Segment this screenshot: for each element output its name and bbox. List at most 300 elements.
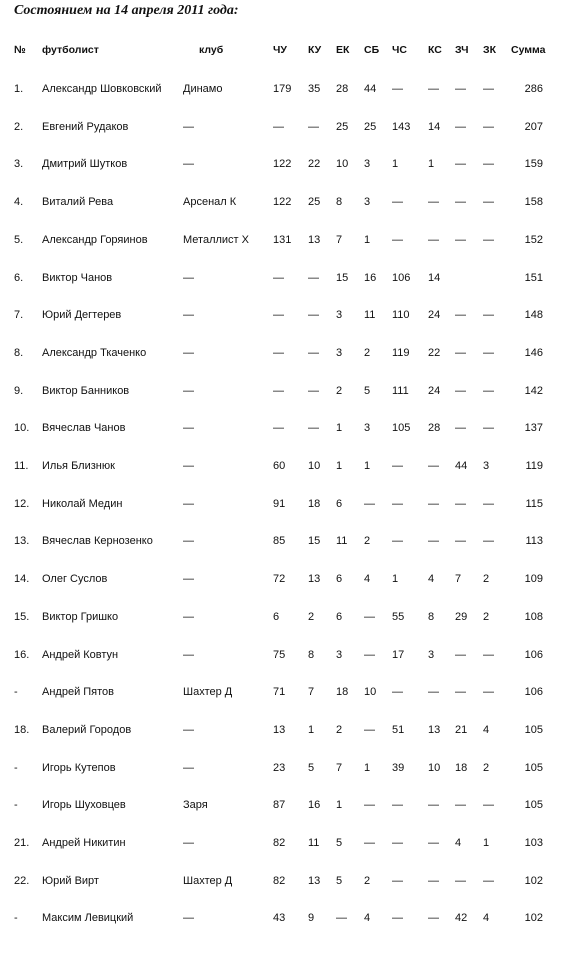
- row-number: 18.: [14, 724, 30, 736]
- stat-sum: 106: [524, 686, 543, 698]
- stat-sum: 158: [524, 196, 543, 208]
- stat-sum: 119: [525, 460, 543, 472]
- stat-zk: —: [483, 498, 494, 510]
- stat-chs: —: [392, 799, 403, 811]
- club-name: Заря: [183, 799, 208, 811]
- club-name: —: [183, 912, 194, 924]
- stat-sum: 159: [524, 158, 543, 170]
- stat-chu: 91: [273, 498, 286, 510]
- stat-ks: 14: [428, 272, 441, 284]
- stat-ku: —: [308, 385, 319, 397]
- player-name: Валерий Городов: [42, 724, 132, 736]
- column-header-club: клуб: [199, 44, 224, 56]
- stat-ks: 24: [428, 385, 441, 397]
- stat-ku: —: [308, 272, 319, 284]
- club-name: —: [183, 121, 194, 133]
- table-row: [0, 645, 570, 665]
- club-name: —: [183, 611, 194, 623]
- stat-sb: 2: [364, 347, 371, 359]
- stat-chs: —: [392, 460, 403, 472]
- stat-ks: —: [428, 686, 439, 698]
- table-row: [0, 682, 570, 702]
- player-name: Александр Шовковский: [42, 83, 162, 95]
- club-name: —: [183, 535, 194, 547]
- stat-chs: 1: [392, 573, 399, 585]
- stat-ek: 3: [336, 649, 343, 661]
- column-header-ek: ЕК: [336, 44, 350, 56]
- stat-zch: —: [455, 121, 466, 133]
- stat-zch: 18: [455, 762, 468, 774]
- stat-ks: 28: [428, 422, 441, 434]
- stat-chu: 122: [273, 196, 292, 208]
- stat-ek: 10: [336, 158, 349, 170]
- stat-zch: —: [455, 196, 466, 208]
- stat-sb: —: [364, 611, 375, 623]
- stat-sb: —: [364, 837, 375, 849]
- stat-sb: 1: [364, 460, 371, 472]
- stat-ku: 5: [308, 762, 315, 774]
- row-number: 8.: [14, 347, 24, 359]
- stat-chs: 143: [392, 121, 411, 133]
- stat-ku: 13: [308, 573, 321, 585]
- stat-zk: 1: [483, 837, 490, 849]
- stat-chs: 39: [392, 762, 405, 774]
- player-name: Игорь Шуховцев: [42, 799, 126, 811]
- stat-zch: —: [455, 649, 466, 661]
- row-number: 21.: [14, 837, 30, 849]
- stat-ku: 10: [308, 460, 321, 472]
- club-name: —: [183, 649, 194, 661]
- row-number: 2.: [14, 121, 24, 133]
- stat-zch: —: [455, 686, 466, 698]
- stat-chs: 119: [392, 347, 410, 359]
- stat-chu: 71: [273, 686, 286, 698]
- stat-chs: —: [392, 234, 403, 246]
- player-name: Александр Ткаченко: [42, 347, 147, 359]
- club-name: Шахтер Д: [183, 875, 233, 887]
- player-name: Андрей Пятов: [42, 686, 115, 698]
- club-name: —: [183, 573, 194, 585]
- table-row: [0, 494, 570, 514]
- table-row: [0, 154, 570, 174]
- player-name: Илья Близнюк: [42, 460, 115, 472]
- stat-chu: —: [273, 272, 284, 284]
- table-row: [0, 833, 570, 853]
- player-name: Виктор Гришко: [42, 611, 119, 623]
- club-name: Динамо: [183, 83, 223, 95]
- stat-ks: —: [428, 875, 439, 887]
- stat-zk: —: [483, 196, 494, 208]
- club-name: —: [183, 762, 194, 774]
- stat-zch: —: [455, 535, 466, 547]
- stat-ks: —: [428, 535, 439, 547]
- stat-sum: 146: [524, 347, 543, 359]
- stat-zk: —: [483, 422, 494, 434]
- player-name: Александр Горяинов: [42, 234, 148, 246]
- stat-chu: —: [273, 347, 284, 359]
- stat-ek: 11: [336, 535, 348, 547]
- stat-chu: 82: [273, 875, 286, 887]
- stat-ek: 7: [336, 234, 343, 246]
- club-name: —: [183, 347, 194, 359]
- table-row: [0, 531, 570, 551]
- stat-zch: —: [455, 234, 466, 246]
- table-row: [0, 268, 570, 288]
- column-header-ks: КС: [428, 44, 442, 56]
- stat-chu: 75: [273, 649, 286, 661]
- club-name: —: [183, 158, 194, 170]
- player-name: Виктор Чанов: [42, 272, 113, 284]
- stat-chu: 179: [273, 83, 292, 95]
- stat-sum: 103: [524, 837, 543, 849]
- column-header-chu: ЧУ: [273, 44, 287, 56]
- stat-zk: —: [483, 158, 494, 170]
- player-name: Игорь Кутепов: [42, 762, 116, 774]
- stat-zch: 44: [455, 460, 468, 472]
- stat-sb: 1: [364, 234, 371, 246]
- row-number: -: [14, 762, 18, 774]
- stat-sum: 115: [525, 498, 543, 510]
- club-name: —: [183, 724, 194, 736]
- player-name: Дмитрий Шутков: [42, 158, 128, 170]
- stat-chu: —: [273, 121, 284, 133]
- stat-chu: 43: [273, 912, 286, 924]
- stat-sb: —: [364, 799, 375, 811]
- stat-sb: —: [364, 649, 375, 661]
- row-number: -: [14, 912, 18, 924]
- row-number: 10.: [14, 422, 30, 434]
- stat-sum: 113: [525, 535, 543, 547]
- row-number: 7.: [14, 309, 24, 321]
- player-name: Олег Суслов: [42, 573, 108, 585]
- stat-ks: —: [428, 912, 439, 924]
- stat-zch: —: [455, 875, 466, 887]
- column-header-sb: СБ: [364, 44, 380, 56]
- row-number: 13.: [14, 535, 30, 547]
- stat-chu: —: [273, 309, 284, 321]
- table-row: [0, 343, 570, 363]
- stat-sb: 4: [364, 912, 371, 924]
- stat-ks: 10: [428, 762, 441, 774]
- stat-ek: 6: [336, 611, 343, 623]
- column-header-chs: ЧС: [392, 44, 407, 56]
- column-header-zch: ЗЧ: [455, 44, 469, 56]
- stat-sb: —: [364, 724, 375, 736]
- table-row: [0, 305, 570, 325]
- stat-chs: —: [392, 875, 403, 887]
- table-row: [0, 795, 570, 815]
- stat-sb: 10: [364, 686, 377, 698]
- column-header-zk: ЗК: [483, 44, 496, 56]
- stat-ku: 7: [308, 686, 315, 698]
- stat-chu: 23: [273, 762, 286, 774]
- stat-ek: 3: [336, 347, 343, 359]
- column-header-ku: КУ: [308, 44, 322, 56]
- stat-chs: 110: [392, 309, 410, 321]
- stat-ku: —: [308, 422, 319, 434]
- stat-sb: 25: [364, 121, 377, 133]
- row-number: 14.: [14, 573, 30, 585]
- stat-ku: 13: [308, 234, 321, 246]
- stat-chs: 17: [392, 649, 405, 661]
- stat-sum: 142: [524, 385, 543, 397]
- stat-chs: —: [392, 196, 403, 208]
- club-name: —: [183, 272, 194, 284]
- club-name: Шахтер Д: [183, 686, 233, 698]
- player-name: Виталий Рева: [42, 196, 114, 208]
- row-number: 4.: [14, 196, 24, 208]
- stat-chs: —: [392, 837, 403, 849]
- stat-sb: —: [364, 498, 375, 510]
- stat-sb: 44: [364, 83, 377, 95]
- player-name: Максим Левицкий: [42, 912, 134, 924]
- table-row: [0, 908, 570, 928]
- stat-chu: 72: [273, 573, 286, 585]
- stat-sum: 137: [524, 422, 543, 434]
- table-row: [0, 79, 570, 99]
- stat-ku: 13: [308, 875, 321, 887]
- stat-ek: 18: [336, 686, 349, 698]
- stat-zch: —: [455, 799, 466, 811]
- stat-sum: 105: [524, 799, 543, 811]
- table-row: [0, 117, 570, 137]
- stat-zch: 42: [455, 912, 468, 924]
- stat-sum: 106: [524, 649, 543, 661]
- stat-zch: —: [455, 83, 466, 95]
- table-row: [0, 456, 570, 476]
- stat-ku: 16: [308, 799, 321, 811]
- stat-ek: 1: [336, 422, 343, 434]
- stat-zch: —: [455, 158, 466, 170]
- table-row: [0, 758, 570, 778]
- stat-ku: 15: [308, 535, 321, 547]
- stat-ks: 3: [428, 649, 435, 661]
- stat-zk: 4: [483, 912, 490, 924]
- stat-zk: —: [483, 234, 494, 246]
- row-number: -: [14, 799, 18, 811]
- stat-chu: 13: [273, 724, 286, 736]
- table-row: [0, 607, 570, 627]
- row-number: 5.: [14, 234, 24, 246]
- stat-sb: 5: [364, 385, 371, 397]
- stat-ks: 22: [428, 347, 441, 359]
- player-name: Вячеслав Кернозенко: [42, 535, 153, 547]
- stat-zch: 21: [455, 724, 468, 736]
- table-row: [0, 381, 570, 401]
- stat-chu: 131: [273, 234, 292, 246]
- stat-sb: 3: [364, 196, 371, 208]
- stat-ek: 25: [336, 121, 349, 133]
- stat-sb: 1: [364, 762, 371, 774]
- table-row: [0, 871, 570, 891]
- stat-chs: —: [392, 912, 403, 924]
- stat-ks: —: [428, 234, 439, 246]
- stat-sum: 148: [524, 309, 543, 321]
- stat-sb: 11: [364, 309, 376, 321]
- stat-ku: —: [308, 121, 319, 133]
- stat-zk: —: [483, 535, 494, 547]
- stat-chs: 55: [392, 611, 405, 623]
- stat-chs: 1: [392, 158, 399, 170]
- club-name: —: [183, 460, 194, 472]
- row-number: 15.: [14, 611, 30, 623]
- column-header-number: №: [14, 44, 26, 56]
- stat-ku: 2: [308, 611, 315, 623]
- stat-ku: 18: [308, 498, 321, 510]
- table-row: [0, 230, 570, 250]
- stat-ek: 1: [336, 460, 343, 472]
- stat-ek: 5: [336, 875, 343, 887]
- stat-ek: 6: [336, 573, 343, 585]
- stat-zch: —: [455, 347, 466, 359]
- table-row: [0, 418, 570, 438]
- stat-ku: —: [308, 347, 319, 359]
- stat-ks: 13: [428, 724, 441, 736]
- player-name: Юрий Вирт: [42, 875, 99, 887]
- table-row: [0, 720, 570, 740]
- player-name: Николай Медин: [42, 498, 123, 510]
- stat-chu: 82: [273, 837, 286, 849]
- column-header-player: футболист: [42, 44, 99, 56]
- stat-chu: 6: [273, 611, 280, 623]
- stat-zk: —: [483, 686, 494, 698]
- stat-ks: —: [428, 460, 439, 472]
- stat-zk: —: [483, 347, 494, 359]
- player-name: Виктор Банников: [42, 385, 130, 397]
- stat-ku: 22: [308, 158, 321, 170]
- stat-chs: 106: [392, 272, 411, 284]
- stat-zch: 7: [455, 573, 462, 585]
- stat-sb: 16: [364, 272, 377, 284]
- stat-chs: 105: [392, 422, 411, 434]
- stat-chu: 87: [273, 799, 286, 811]
- stat-chs: —: [392, 686, 403, 698]
- stat-ek: 6: [336, 498, 343, 510]
- row-number: 3.: [14, 158, 24, 170]
- stat-zk: —: [483, 309, 494, 321]
- row-number: 1.: [14, 83, 24, 95]
- stat-sb: 4: [364, 573, 371, 585]
- stat-ek: 28: [336, 83, 349, 95]
- stat-sum: 102: [524, 912, 543, 924]
- stat-ek: 7: [336, 762, 343, 774]
- stat-chu: 122: [273, 158, 292, 170]
- player-name: Андрей Ковтун: [42, 649, 119, 661]
- stat-zk: 2: [483, 611, 490, 623]
- stat-chu: 60: [273, 460, 286, 472]
- table-row: [0, 569, 570, 589]
- stat-chu: —: [273, 385, 284, 397]
- stat-ks: 8: [428, 611, 435, 623]
- player-name: Юрий Дегтерев: [42, 309, 122, 321]
- stat-sum: 207: [524, 121, 543, 133]
- club-name: —: [183, 422, 194, 434]
- table-header: [0, 40, 570, 60]
- stat-ks: 24: [428, 309, 441, 321]
- stat-zch: —: [455, 422, 466, 434]
- stat-ek: 8: [336, 196, 343, 208]
- stat-sb: 3: [364, 422, 371, 434]
- row-number: 11.: [14, 460, 29, 472]
- stat-ek: 1: [336, 799, 343, 811]
- page-title: Состоянием на 14 апреля 2011 года:: [14, 3, 239, 18]
- player-name: Андрей Никитин: [42, 837, 126, 849]
- stat-ku: 8: [308, 649, 315, 661]
- stat-ek: 3: [336, 309, 343, 321]
- stat-ek: 2: [336, 385, 343, 397]
- stat-ks: 4: [428, 573, 435, 585]
- stat-chu: —: [273, 422, 284, 434]
- row-number: 16.: [14, 649, 30, 661]
- stat-sum: 152: [524, 234, 543, 246]
- stat-sum: 105: [524, 762, 543, 774]
- stat-ks: —: [428, 837, 439, 849]
- stat-ks: —: [428, 498, 439, 510]
- stat-ek: —: [336, 912, 347, 924]
- stat-ku: 35: [308, 83, 321, 95]
- stat-zch: —: [455, 498, 466, 510]
- row-number: 6.: [14, 272, 24, 284]
- club-name: —: [183, 837, 194, 849]
- stat-ek: 15: [336, 272, 349, 284]
- stat-sum: 151: [524, 272, 543, 284]
- club-name: —: [183, 309, 194, 321]
- club-name: Арсенал К: [183, 196, 237, 208]
- stat-ku: —: [308, 309, 319, 321]
- stat-zk: —: [483, 121, 494, 133]
- stat-chu: 85: [273, 535, 286, 547]
- stat-zk: 2: [483, 573, 490, 585]
- stat-ks: —: [428, 196, 439, 208]
- stat-zk: 2: [483, 762, 490, 774]
- stat-zch: 4: [455, 837, 462, 849]
- stat-ks: 14: [428, 121, 441, 133]
- stat-chs: —: [392, 83, 403, 95]
- stat-zk: —: [483, 875, 494, 887]
- club-name: —: [183, 498, 194, 510]
- stat-ku: 9: [308, 912, 315, 924]
- stat-zk: 4: [483, 724, 490, 736]
- club-name: —: [183, 385, 194, 397]
- table-row: [0, 192, 570, 212]
- stat-zk: 3: [483, 460, 490, 472]
- stat-ek: 2: [336, 724, 343, 736]
- stat-sb: 3: [364, 158, 371, 170]
- player-name: Вячеслав Чанов: [42, 422, 126, 434]
- column-header-sum: Сумма: [511, 44, 546, 56]
- stat-ks: —: [428, 83, 439, 95]
- row-number: -: [14, 686, 18, 698]
- stat-ks: 1: [428, 158, 435, 170]
- row-number: 12.: [14, 498, 30, 510]
- stat-zk: —: [483, 83, 494, 95]
- stat-sb: 2: [364, 875, 371, 887]
- stat-sum: 105: [524, 724, 543, 736]
- stat-zch: —: [455, 309, 466, 321]
- stat-chs: —: [392, 498, 403, 510]
- stat-ek: 5: [336, 837, 343, 849]
- row-number: 22.: [14, 875, 30, 887]
- stat-chs: 111: [392, 385, 409, 397]
- player-name: Евгений Рудаков: [42, 121, 129, 133]
- stat-ks: —: [428, 799, 439, 811]
- stat-zk: —: [483, 385, 494, 397]
- stat-zch: —: [455, 385, 466, 397]
- stat-ku: 11: [308, 837, 320, 849]
- stat-sum: 109: [524, 573, 543, 585]
- club-name: Металлист Х: [183, 234, 249, 246]
- stat-sb: 2: [364, 535, 371, 547]
